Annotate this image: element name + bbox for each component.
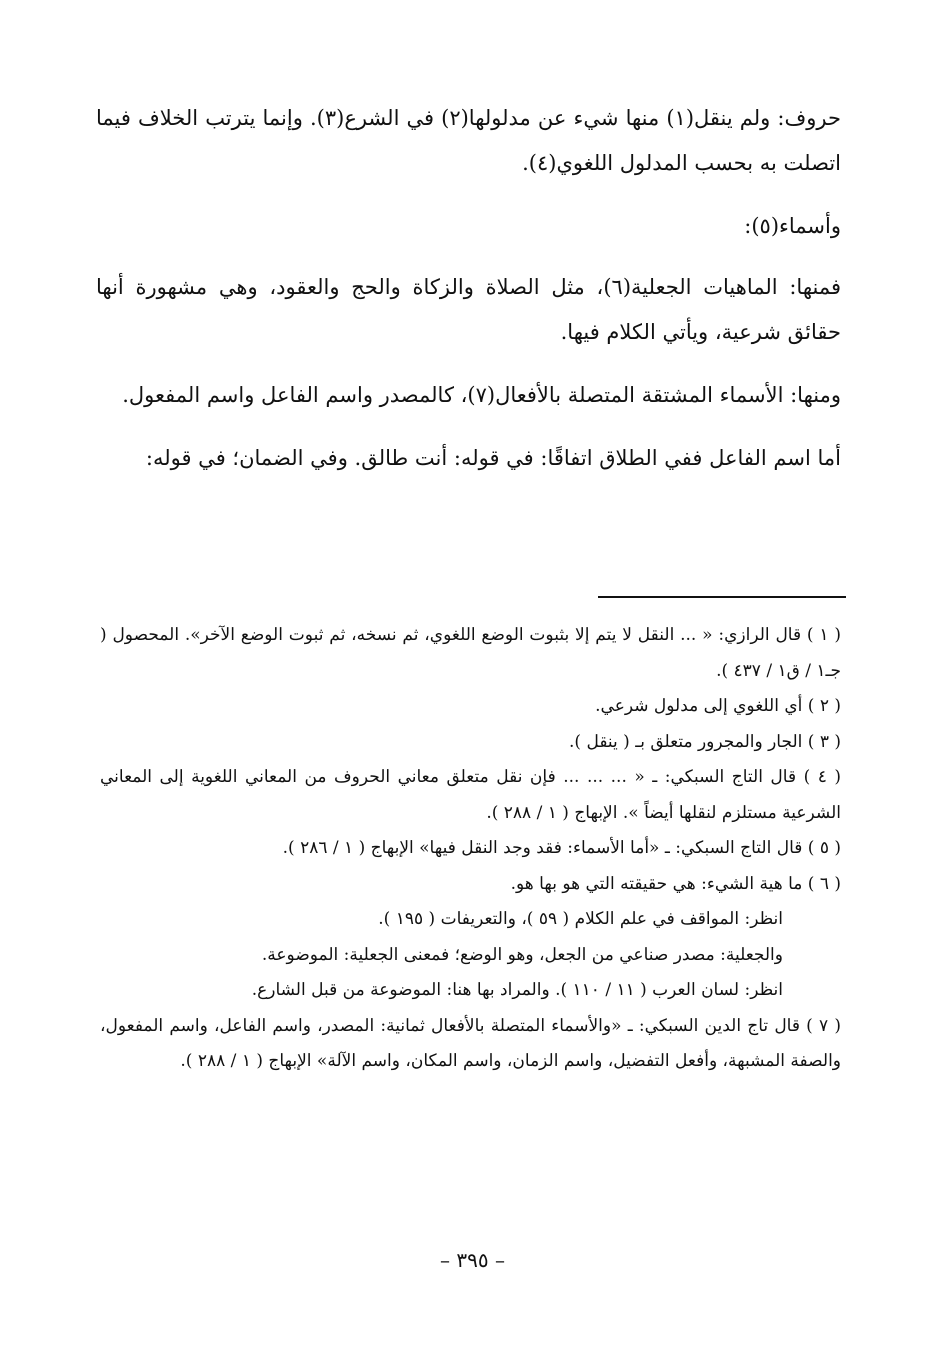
footnotes [100, 618, 841, 1080]
footnote-1: ( ١ ) قال الرازي: « ... النقل لا يتم إلا بثبوت الوضع اللغوي، ثم نسخه، ثم ثبوت الوضع الآخر». المحصول ( جـ١ / ق١ / ٤٣٧ ). [100, 625, 841, 681]
paragraph-mushtaqqa: ومنها: الأسماء المشتقة المتصلة بالأفعال(٧)، كالمصدر واسم الفاعل واسم المفعول. [122, 383, 841, 407]
footnote-6: ( ٦ ) ما هية الشيء: هي حقيقته التي هو بها هو. [510, 873, 841, 894]
footnote-5: ( ٥ ) قال التاج السبكي: ـ «أما الأسماء: فقد وجد النقل فيها» الإبهاج ( ١ / ٢٨٦ ). [282, 838, 841, 858]
paragraph-huruf: حروف: ولم ينقل(١) منها شيء عن مدلولها(٢) في الشرع(٣). وإنما يترتب الخلاف فيما اتصلت به بحسب المدلول اللغوي(٤). [96, 106, 841, 175]
page-number: – ٣٩٥ – [440, 1248, 505, 1272]
main-text [96, 96, 841, 499]
footnote-6-reference: انظر: المواقف في علم الكلام ( ٥٩ )، والتعريفات ( ١٩٥ ). [378, 909, 783, 929]
paragraph-asma: وأسماء(٥): [744, 214, 841, 238]
paragraph-mahiyat: فمنها: الماهيات الجعلية(٦)، مثل الصلاة والزكاة والحج والعقود، وهي مشهورة أنها حقائق شرعية، ويأتي الكلام فيها. [96, 275, 842, 344]
footnote-4: ( ٤ ) قال التاج السبكي: ـ « ... ... ... فإن نقل متعلق معاني الحروف من المعاني اللغوية إلى المعاني الشرعية مستلزم لنقلها أيضاً ». الإبهاج ( ١ / ٢٨٨ ). [100, 767, 841, 823]
footnote-separator [598, 596, 846, 598]
paragraph-ism-fail: أما اسم الفاعل ففي الطلاق اتفاقًا: في قوله: أنت طالق. وفي الضمان؛ في قوله: [145, 446, 841, 470]
footnote-3: ( ٣ ) الجار والمجرور متعلق بـ ( ينقل ). [569, 731, 841, 752]
footnote-6-source: انظر: لسان العرب ( ١١ / ١١٠ ). والمراد بها هنا: الموضوعة من قبل الشارع. [251, 980, 783, 1000]
footnote-6-definition: والجعلية: مصدر صناعي من الجعل، وهو الوضع؛ فمعنى الجعلية: الموضوعة. [261, 944, 783, 965]
footnote-2: ( ٢ ) أي اللغوي إلى مدلول شرعي. [595, 696, 841, 716]
footnote-7: ( ٧ ) قال تاج الدين السبكي: ـ «والأسماء المتصلة بالأفعال ثمانية: المصدر، واسم الفاعل، واسم المفعول، والصفة المشبهة، وأفعل التفضيل، واسم الزمان، واسم المكان، واسم الآلة» الإبهاج ( ١ / ٢٨٨ ). [100, 1015, 841, 1071]
